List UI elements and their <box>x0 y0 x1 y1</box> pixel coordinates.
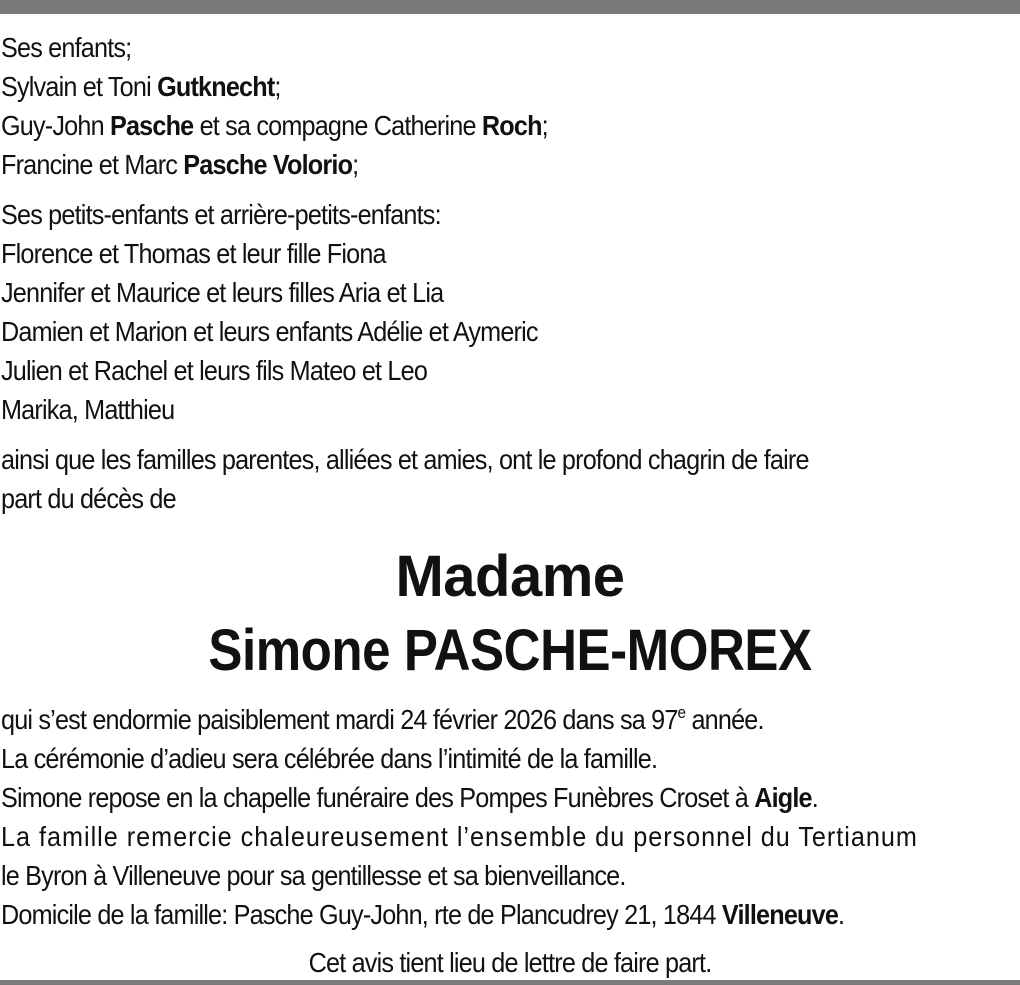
text: et sa compagne Catherine <box>193 110 482 141</box>
announcement-line-2: part du décès de <box>1 483 176 514</box>
children-line-2 <box>1 106 917 145</box>
family-name: Gutknecht <box>157 71 275 102</box>
grandchildren-line: Florence et Thomas et leur fille Fiona <box>1 238 386 269</box>
grandchildren-section <box>1 195 1019 429</box>
text: . <box>838 899 845 930</box>
details-section <box>1 700 1019 934</box>
top-rule <box>0 0 1020 14</box>
text: . <box>811 782 818 813</box>
details-line-2: La cérémonie d’adieu sera célébrée dans l’intimité de la famille. <box>1 743 658 774</box>
place-name: Aigle <box>754 782 812 813</box>
grandchildren-line: Jennifer et Maurice et leurs filles Aria et Lia <box>1 277 444 308</box>
children-line-1 <box>1 67 917 106</box>
deceased-title: Madame <box>395 544 625 609</box>
grandchildren-line: Julien et Rachel et leurs fils Mateo et Leo <box>1 355 428 386</box>
deceased-name: Simone PASCHE-MOREX <box>208 618 812 683</box>
grandchildren-line: Damien et Marion et leurs enfants Adélie et Aymeric <box>1 316 538 347</box>
details-line-3 <box>1 778 917 817</box>
grandchildren-line: Marika, Matthieu <box>1 394 175 425</box>
children-section <box>1 28 1019 184</box>
text: Domicile de la famille: Pasche Guy-John, rte de Plancudrey 21, 1844 <box>1 899 722 930</box>
text: ; <box>541 110 548 141</box>
text: année. <box>685 704 764 735</box>
family-name: Pasche <box>109 110 194 141</box>
closing-note <box>1 943 1019 982</box>
text: Francine et Marc <box>1 149 184 180</box>
family-name: Pasche Volorio <box>183 149 353 180</box>
place-name: Villeneuve <box>721 899 839 930</box>
deceased-name-block <box>1 540 1019 688</box>
details-line-1 <box>1 700 917 739</box>
text: Guy-John <box>1 110 110 141</box>
details-line-4: La famille remercie chaleureusement l’ensemble du personnel du Tertianum <box>1 821 918 852</box>
closing-text: Cet avis tient lieu de lettre de faire part. <box>308 947 712 978</box>
text: Sylvain et Toni <box>1 71 158 102</box>
children-line-3 <box>1 145 917 184</box>
bottom-rule <box>0 980 1020 985</box>
obituary-notice <box>1 28 1019 982</box>
text: Simone repose en la chapelle funéraire des Pompes Funèbres Croset à <box>1 782 755 813</box>
details-line-5: le Byron à Villeneuve pour sa gentillesse et sa bienveillance. <box>1 860 626 891</box>
text: ; <box>274 71 281 102</box>
announcement <box>1 440 1019 518</box>
text: qui s’est endormie paisiblement mardi 24 février 2026 dans sa 97 <box>1 704 678 735</box>
announcement-line-1: ainsi que les familles parentes, alliées et amies, ont le profond chagrin de faire <box>1 444 809 475</box>
children-intro: Ses enfants; <box>1 32 132 63</box>
family-name: Roch <box>481 110 542 141</box>
details-line-6 <box>1 895 917 934</box>
ordinal-suffix: e <box>677 703 686 722</box>
grandchildren-intro: Ses petits-enfants et arrière-petits-enfants: <box>1 199 441 230</box>
text: ; <box>352 149 359 180</box>
